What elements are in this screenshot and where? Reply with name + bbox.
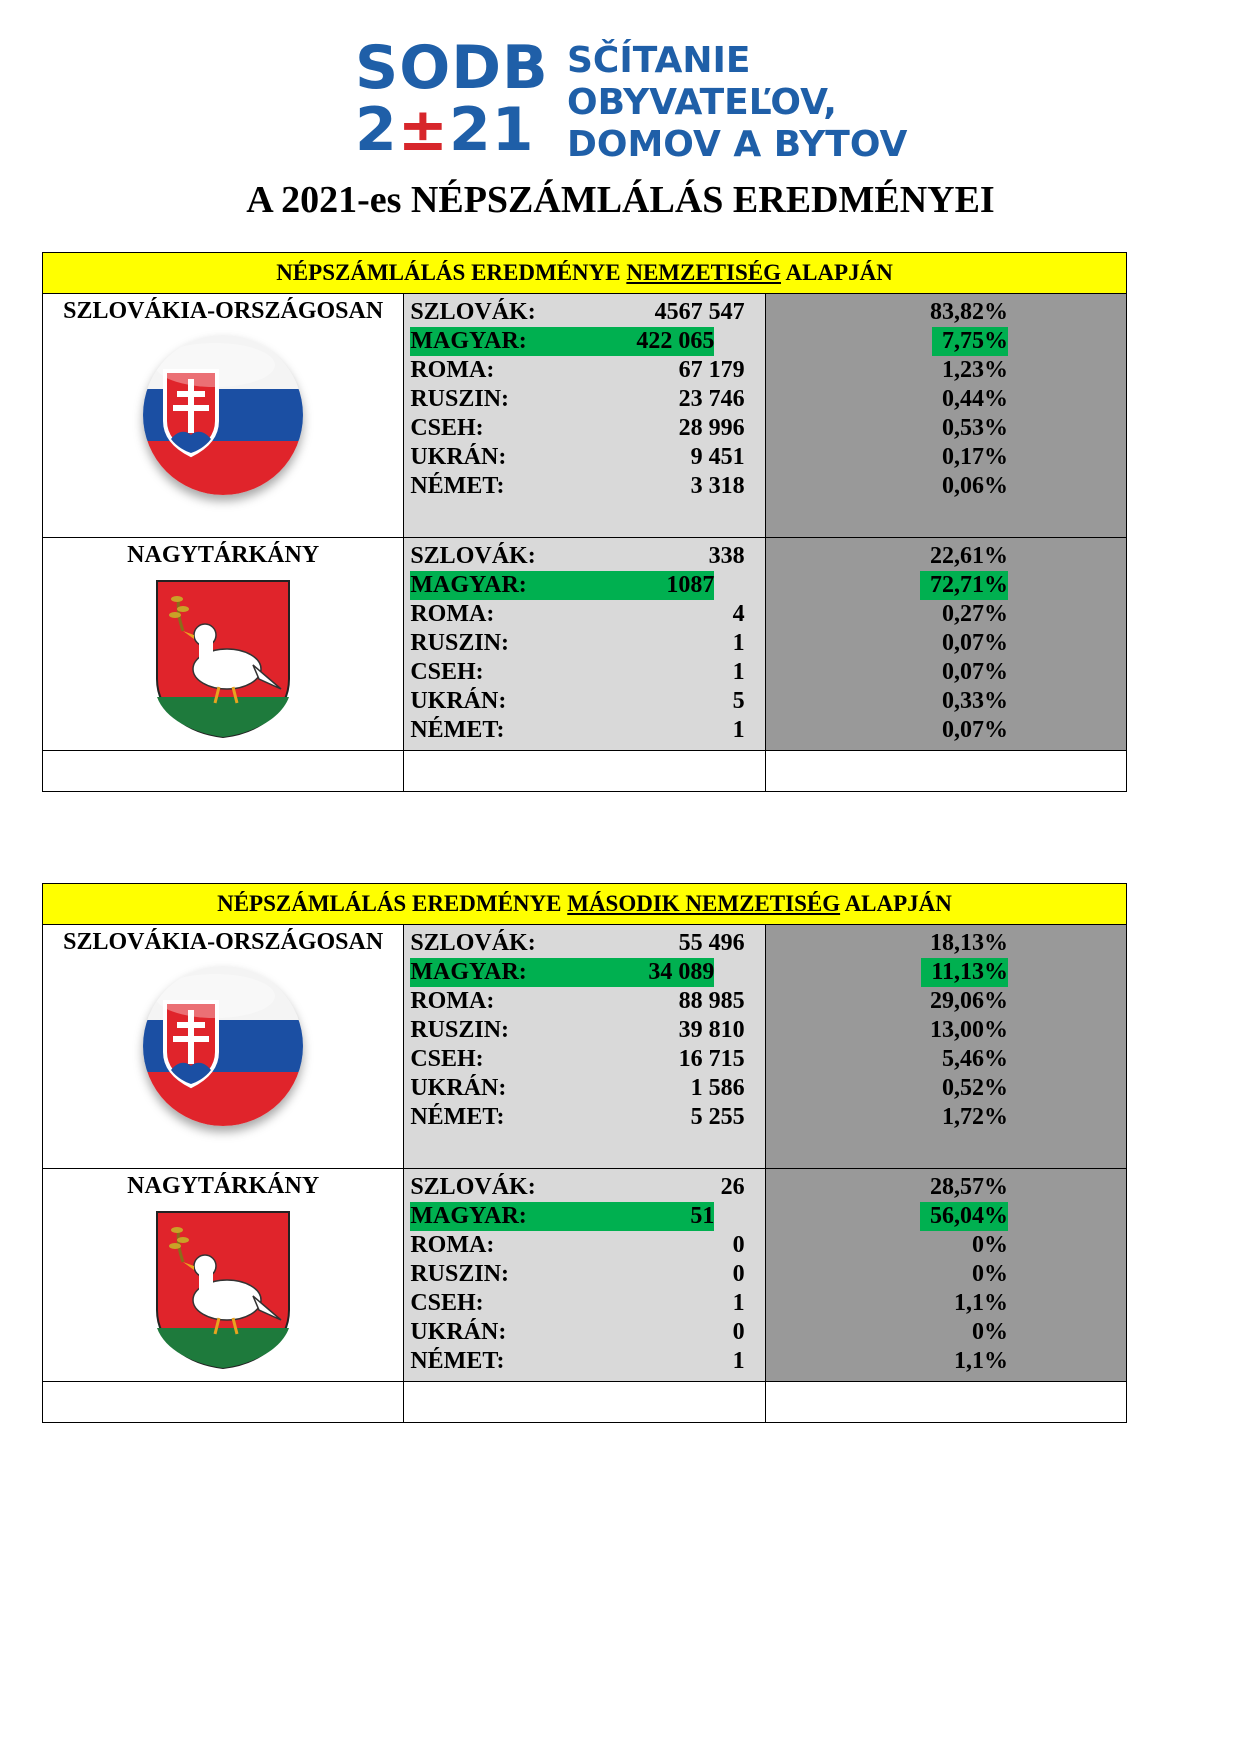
percent-item: 0,07% bbox=[942, 717, 1008, 743]
logo-caption-line1: SČÍTANIE bbox=[567, 40, 751, 81]
percent-item-highlight: 72,71% bbox=[770, 571, 1126, 600]
values-cell bbox=[404, 294, 765, 538]
percent-item: 0,44% bbox=[942, 386, 1008, 412]
empty-cell bbox=[765, 1382, 1126, 1423]
list-item: NÉMET: 5 255 bbox=[410, 1104, 745, 1130]
logo-year-text: 2±21 bbox=[355, 95, 535, 165]
values-cell bbox=[404, 925, 765, 1169]
list-item: NÉMET: 1 bbox=[410, 717, 745, 743]
list-item: UKRÁN: 5 bbox=[410, 688, 745, 714]
empty-cell bbox=[765, 751, 1126, 792]
percent-item: 0,53% bbox=[942, 415, 1008, 441]
percent-item: 22,61% bbox=[930, 543, 1008, 569]
list-item-highlight: MAGYAR: 1087 bbox=[410, 572, 715, 598]
list-item-highlight: MAGYAR: 34 089 bbox=[410, 959, 715, 985]
list-item: SZLOVÁK: 338 bbox=[410, 543, 745, 569]
logo-caption-line2: OBYVATEĽOV, bbox=[567, 82, 837, 123]
percent-item: 0% bbox=[972, 1261, 1008, 1287]
percent-item: 0,17% bbox=[942, 444, 1008, 470]
list-item: NÉMET: 3 318 bbox=[410, 473, 745, 499]
list-item: ROMA: 67 179 bbox=[410, 357, 745, 383]
place-cell bbox=[43, 538, 404, 751]
percent-item: 0,33% bbox=[942, 688, 1008, 714]
empty-row bbox=[43, 751, 1127, 792]
nagytarkany-coat-of-arms-icon bbox=[153, 1210, 293, 1377]
percent-item: 1,23% bbox=[942, 357, 1008, 383]
percent-item-highlight: 11,13% bbox=[770, 958, 1126, 987]
list-item: ROMA: 0 bbox=[410, 1232, 745, 1258]
place-cell bbox=[43, 925, 404, 1169]
list-item: UKRÁN: 0 bbox=[410, 1319, 745, 1345]
values-cell bbox=[404, 538, 765, 751]
percent-item: 1,1% bbox=[954, 1348, 1008, 1374]
nagytarkany-coat-of-arms-icon bbox=[153, 579, 293, 746]
empty-row bbox=[43, 1382, 1127, 1423]
sodb-2021-logo bbox=[355, 32, 908, 172]
list-item: UKRÁN: 1 586 bbox=[410, 1075, 745, 1101]
percent-item-highlight: 56,04% bbox=[770, 1202, 1126, 1231]
list-item: RUSZIN: 39 810 bbox=[410, 1017, 745, 1043]
empty-cell bbox=[404, 751, 765, 792]
percent-item: 5,46% bbox=[942, 1046, 1008, 1072]
table-header: NÉPSZÁMLÁLÁS EREDMÉNYE NEMZETISÉG ALAPJÁN bbox=[43, 253, 1127, 294]
list-item: SZLOVÁK: 26 bbox=[410, 1174, 745, 1200]
percent-item: 0,52% bbox=[942, 1075, 1008, 1101]
empty-cell bbox=[43, 1382, 404, 1423]
list-item: ROMA: 88 985 bbox=[410, 988, 745, 1014]
percent-item: 0,06% bbox=[942, 473, 1008, 499]
percent-item-highlight: 7,75% bbox=[770, 327, 1126, 356]
place-name: SZLOVÁKIA-ORSZÁGOSAN bbox=[63, 929, 384, 955]
percent-item: 0% bbox=[972, 1232, 1008, 1258]
logo-caption bbox=[567, 40, 907, 166]
table-header: NÉPSZÁMLÁLÁS EREDMÉNYE MÁSODIK NEMZETISÉG ALAPJÁN bbox=[43, 884, 1127, 925]
slovakia-flag-ball-icon bbox=[143, 966, 303, 1126]
census-table-nationality bbox=[42, 252, 1127, 792]
list-item: ROMA: 4 bbox=[410, 601, 745, 627]
percent-item: 0% bbox=[972, 1319, 1008, 1345]
list-item-highlight: MAGYAR: 51 bbox=[410, 1203, 715, 1229]
place-name: NAGYTÁRKÁNY bbox=[127, 1173, 320, 1199]
list-item: CSEH: 16 715 bbox=[410, 1046, 745, 1072]
percent-item: 13,00% bbox=[930, 1017, 1008, 1043]
list-item: CSEH: 1 bbox=[410, 659, 745, 685]
percent-cell bbox=[765, 294, 1126, 538]
percent-cell bbox=[765, 925, 1126, 1169]
percent-item: 0,07% bbox=[942, 630, 1008, 656]
percent-item: 28,57% bbox=[930, 1174, 1008, 1200]
place-name: SZLOVÁKIA-ORSZÁGOSAN bbox=[63, 298, 384, 324]
percent-item: 0,27% bbox=[942, 601, 1008, 627]
list-item: NÉMET: 1 bbox=[410, 1348, 745, 1374]
census-table-second-nationality bbox=[42, 883, 1127, 1423]
percent-item: 29,06% bbox=[930, 988, 1008, 1014]
list-item: SZLOVÁK: 4567 547 bbox=[410, 299, 745, 325]
percent-item: 18,13% bbox=[930, 930, 1008, 956]
percent-item: 1,72% bbox=[942, 1104, 1008, 1130]
list-item: UKRÁN: 9 451 bbox=[410, 444, 745, 470]
percent-item: 83,82% bbox=[930, 299, 1008, 325]
percent-item: 0,07% bbox=[942, 659, 1008, 685]
list-item-highlight: MAGYAR: 422 065 bbox=[410, 328, 715, 354]
percent-cell bbox=[765, 538, 1126, 751]
percent-item: 1,1% bbox=[954, 1290, 1008, 1316]
list-item: RUSZIN: 23 746 bbox=[410, 386, 745, 412]
slovakia-flag-ball-icon bbox=[143, 335, 303, 495]
page-title: A 2021-es NÉPSZÁMLÁLÁS EREDMÉNYEI bbox=[246, 179, 995, 221]
list-item: RUSZIN: 0 bbox=[410, 1261, 745, 1287]
list-item: SZLOVÁK: 55 496 bbox=[410, 930, 745, 956]
empty-cell bbox=[43, 751, 404, 792]
place-cell bbox=[43, 294, 404, 538]
list-item: RUSZIN: 1 bbox=[410, 630, 745, 656]
percent-cell bbox=[765, 1169, 1126, 1382]
list-item: CSEH: 1 bbox=[410, 1290, 745, 1316]
empty-cell bbox=[404, 1382, 765, 1423]
logo-sodb-text: SODB bbox=[355, 33, 549, 103]
values-cell bbox=[404, 1169, 765, 1382]
place-cell bbox=[43, 1169, 404, 1382]
logo-mark bbox=[355, 32, 549, 172]
logo-caption-line3: DOMOV A BYTOV bbox=[567, 124, 908, 165]
place-name: NAGYTÁRKÁNY bbox=[127, 542, 320, 568]
list-item: CSEH: 28 996 bbox=[410, 415, 745, 441]
